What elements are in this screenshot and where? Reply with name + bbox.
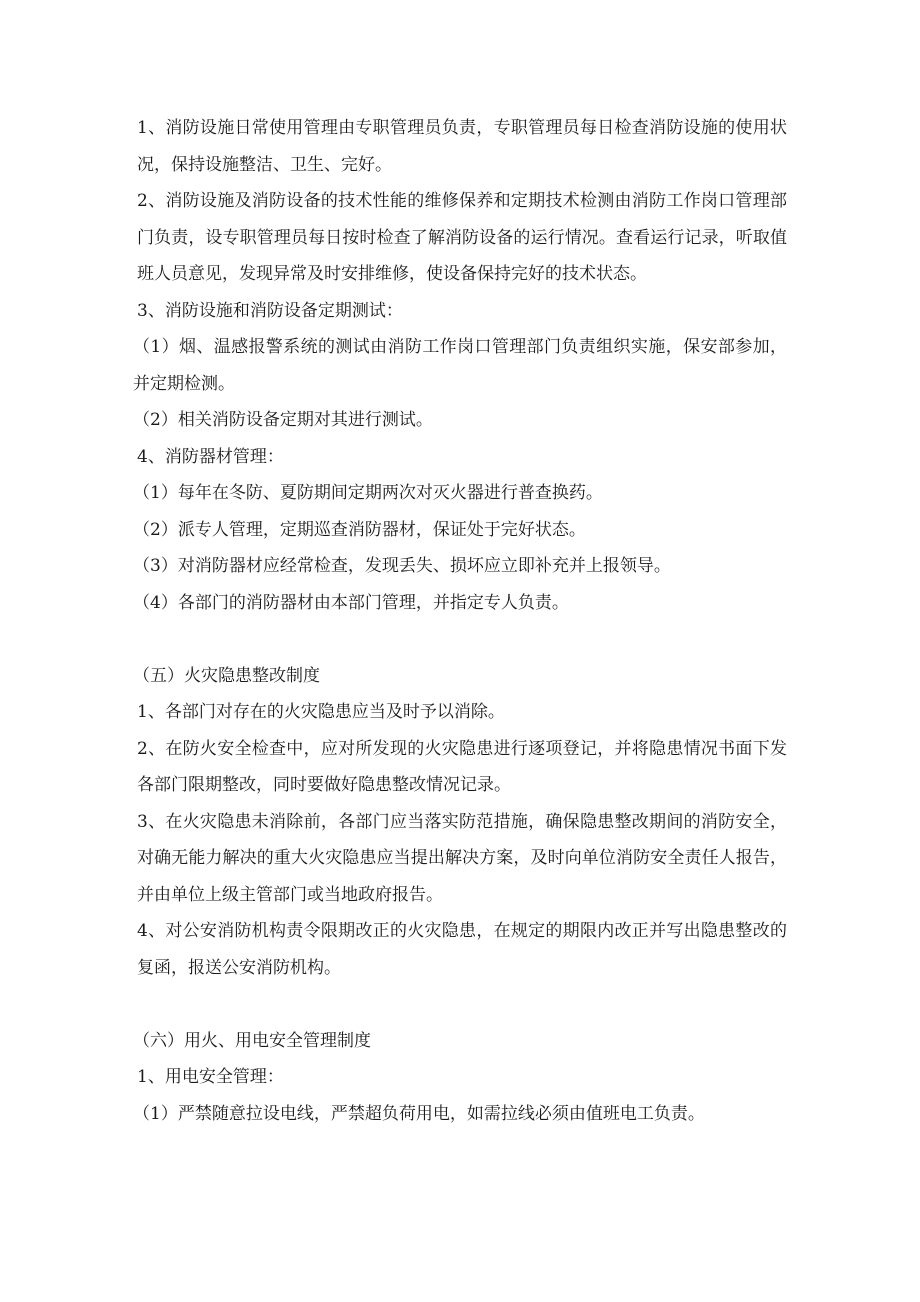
- spacer: [137, 986, 787, 1023]
- paragraph-regular-inspection: （3）对消防器材应经常检查，发现丢失、损坏应立即补充并上报领导。: [133, 556, 671, 576]
- paragraph-police-order-correction: 4、对公安消防机构责令限期改正的火灾隐患，在规定的期限内改正并写出隐患整改的复函，报送公安消防机构。: [137, 921, 787, 978]
- paragraph-smoke-alarm-testing: （1）烟、温感报警系统的测试由消防工作岗口管理部门负责组织实施，保安部参加，并定期检测。: [133, 337, 787, 394]
- paragraph-periodic-testing: 3、消防设施和消防设备定期测试：: [137, 300, 403, 321]
- paragraph-equipment-testing: （2）相关消防设备定期对其进行测试。: [133, 410, 433, 430]
- paragraph-department-responsibility: （4）各部门的消防器材由本部门管理，并指定专人负责。: [133, 592, 569, 613]
- paragraph-electricity-safety: 1、用电安全管理：: [137, 1067, 284, 1087]
- paragraph-equipment-management: 4、消防器材管理：: [137, 446, 284, 467]
- section-heading-fire-electricity-safety: （六）用火、用电安全管理制度: [133, 1030, 371, 1051]
- paragraph-dedicated-staff: （2）派专人管理，定期巡查消防器材，保证处于完好状态。: [133, 519, 586, 540]
- paragraph-wiring-prohibition: （1）严禁随意拉设电线，严禁超负荷用电，如需拉线必须由值班电工负责。: [133, 1103, 705, 1124]
- paragraph-hazard-registration: 2、在防火安全检查中，应对所发现的火灾隐患进行逐项登记，并将隐患情况书面下发各部门限期整改，同时要做好隐患整改情况记录。: [137, 738, 787, 795]
- document-body: [133, 110, 787, 1132]
- spacer: [137, 621, 787, 658]
- paragraph-equipment-maintenance: 2、消防设施及消防设备的技术性能的维修保养和定期技术检测由消防工作岗口管理部门负责，设专职管理员每日按时检查了解消防设备的运行情况。查看运行记录，听取值班人员意见，发现异常及时安排维修，使设备保持完好的技术状态。: [137, 191, 787, 284]
- paragraph-eliminate-hazards: 1、各部门对存在的火灾隐患应当及时予以消除。: [137, 702, 505, 722]
- paragraph-preventive-measures: 3、在火灾隐患未消除前，各部门应当落实防范措施，确保隐患整改期间的消防安全，对确无能力解决的重大火灾隐患应当提出解决方案，及时向单位消防安全责任人报告，并由单位上级主管部门或当地政府报告。: [137, 811, 787, 905]
- section-heading-hazard-rectification: （五）火灾隐患整改制度: [133, 665, 320, 686]
- paragraph-facility-daily-management: 1、消防设施日常使用管理由专职管理员负责，专职管理员每日检查消防设施的使用状况，保持设施整洁、卫生、完好。: [137, 118, 787, 175]
- paragraph-extinguisher-refill: （1）每年在冬防、夏防期间定期两次对灭火器进行普查换药。: [133, 483, 603, 503]
